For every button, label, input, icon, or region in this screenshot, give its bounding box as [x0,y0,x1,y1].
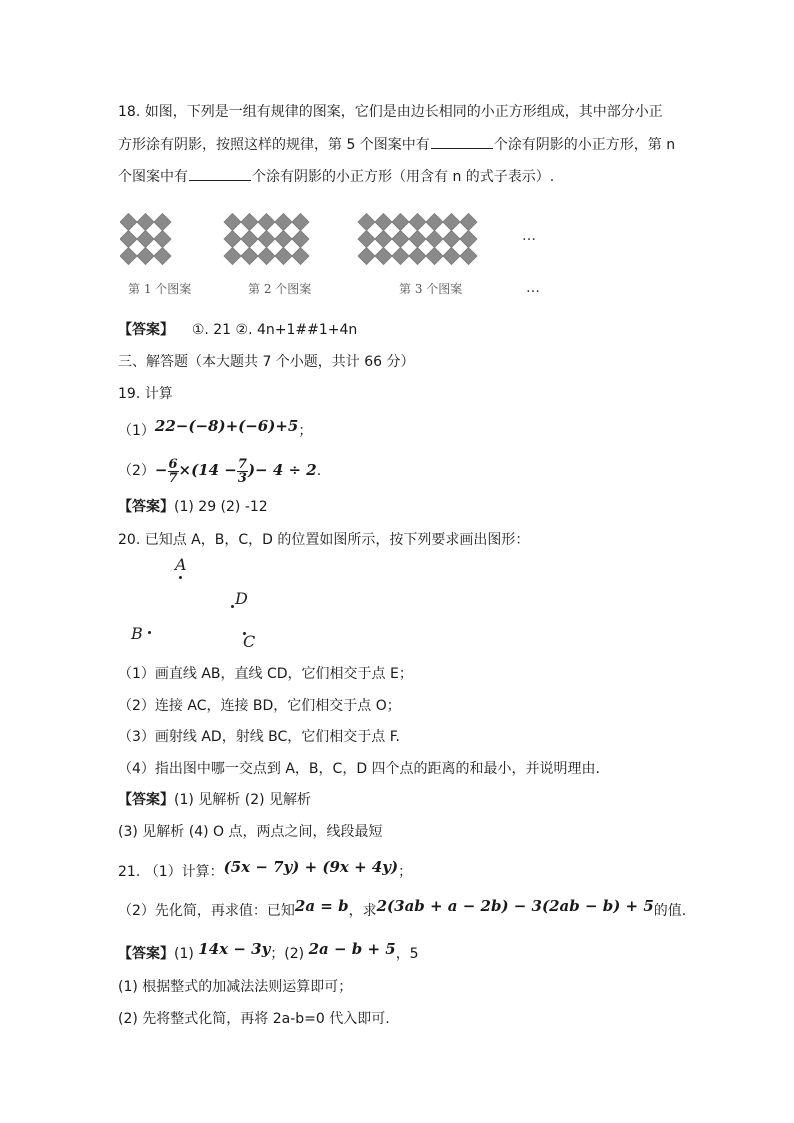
fraction-1-numerator: 6 [168,456,178,472]
q19-title: 19. 计算 [118,386,173,402]
q21-answer-prefix: (1) [174,946,194,962]
answer-tag: 【答案】 [118,499,174,515]
pattern-3 [358,214,477,265]
q18-line3 [118,166,554,187]
q19-p1-end: ； [298,423,313,439]
q19-p2-mid: ×(14 − [178,461,237,479]
q18-answer [118,320,357,340]
q19-p2-minus: − [154,461,168,479]
q21-p1-expression: (5x − 7y) + (9x + 4y) [223,858,399,876]
answer-blank-2 [189,166,251,181]
caption-pattern-3: 第 3 个图案 [399,282,463,296]
q19-part2 [118,456,321,485]
q18-line2-text-a: 方形涂有阴影，按照这样的规律，第 5 个图案中有 [118,137,430,153]
q21-p2-mid: ，求 [348,903,377,919]
q19-answer [118,497,268,517]
q19-p2-tail: )− 4 ÷ 2 [247,461,317,479]
pattern-figure [120,206,560,276]
q21-p2-expression: 2(3ab + a − 2b) − 3(2ab − b) + 5 [376,897,654,915]
caption-pattern-1: 第 1 个图案 [128,282,192,296]
q20-answer-line1: (1) 见解析 (2) 见解析 [174,792,312,808]
q21-p2-end: 的值. [653,903,687,919]
q21-explain-2: (2) 先将整式化简，再将 2a-b=0 代入即可. [118,1011,390,1027]
q20-item-4: （4）指出图中哪一交点到 A，B，C，D 四个点的距离的和最小，并说明理由. [118,761,600,777]
fraction-2-numerator: 7 [237,456,247,472]
q18-answer-text: ①. 21 ②. 4n+1##1+4n [191,322,358,338]
point-label-c: C [243,632,256,651]
q21-p2-label: （2）先化简，再求值：已知 [118,903,295,919]
q20-item-3: （3）画射线 AD，射线 BC，它们相交于点 F. [118,729,401,745]
q18-line2 [118,134,675,155]
point-label-a: A [175,555,187,574]
q21-p1-end: ； [398,864,413,880]
q20-answer-line2: (3) 见解析 (4) O 点，两点之间，线段最短 [118,824,383,840]
q19-p2-label: （2） [118,463,155,479]
fraction-2-denominator: 3 [237,470,247,486]
q21-answer-expr2: 2a − b + 5 [308,940,396,958]
q20-item-1: （1）画直线 AB，直线 CD，它们相交于点 E； [118,666,413,682]
q20-item-2: （2）连接 AC，连接 BD，它们相交于点 O； [118,698,401,714]
point-b [148,631,151,634]
q21-condition: 2a = b [294,897,349,915]
caption-pattern-2: 第 2 个图案 [248,282,312,296]
q18-line3-text-b: 个涂有阴影的小正方形（用含有 n 的式子表示）. [252,169,555,185]
q21-answer [118,940,419,964]
q19-part1 [118,417,313,441]
q21-part1 [118,858,413,882]
fraction-1-denominator: 7 [168,470,178,486]
q19-p2-end: . [316,463,322,479]
q18-line1: 18. 如图，下列是一组有规律的图案，它们是由边长相同的小正方形组成，其中部分小正 [118,104,663,120]
q20-title: 20. 已知点 A，B，C，D 的位置如图所示，按下列要求画出图形： [118,532,530,548]
q21-p1-label: 21. （1）计算： [118,864,224,880]
q19-p1-expression: 22−(−8)+(−6)+5 [154,417,299,435]
q20-answer [118,790,311,810]
point-label-d: D [235,589,248,608]
q19-p1-label: （1） [118,423,155,439]
pattern-1 [120,214,171,265]
answer-tag: 【答案】 [118,322,174,338]
section-heading: 三、解答题（本大题共 7 个小题，共计 66 分） [118,354,415,370]
point-d [231,605,234,608]
q21-answer-expr1: 14x − 3y [198,940,271,958]
q18-line3-text-a: 个图案中有 [118,169,188,185]
q19-fraction-1 [168,458,179,485]
q19-fraction-2 [237,458,248,485]
q18-line2-text-b: 个涂有阴影的小正方形，第 n [493,137,676,153]
answer-blank-1 [431,134,493,149]
q21-explain-1: (1) 根据整式的加减法法则运算即可； [118,979,353,995]
answer-tag: 【答案】 [118,792,174,808]
answer-tag: 【答案】 [118,946,174,962]
caption-ellipsis: … [526,280,540,296]
point-a [179,576,182,579]
point-label-b: B [131,624,143,643]
q19-answer-text: (1) 29 (2) -12 [174,499,268,515]
pattern-2 [224,214,309,265]
q21-answer-value: ，5 [395,946,419,962]
pattern-ellipsis-top: … [522,228,536,244]
q21-answer-sep: ；(2) [270,946,305,962]
q21-part2 [118,897,687,921]
